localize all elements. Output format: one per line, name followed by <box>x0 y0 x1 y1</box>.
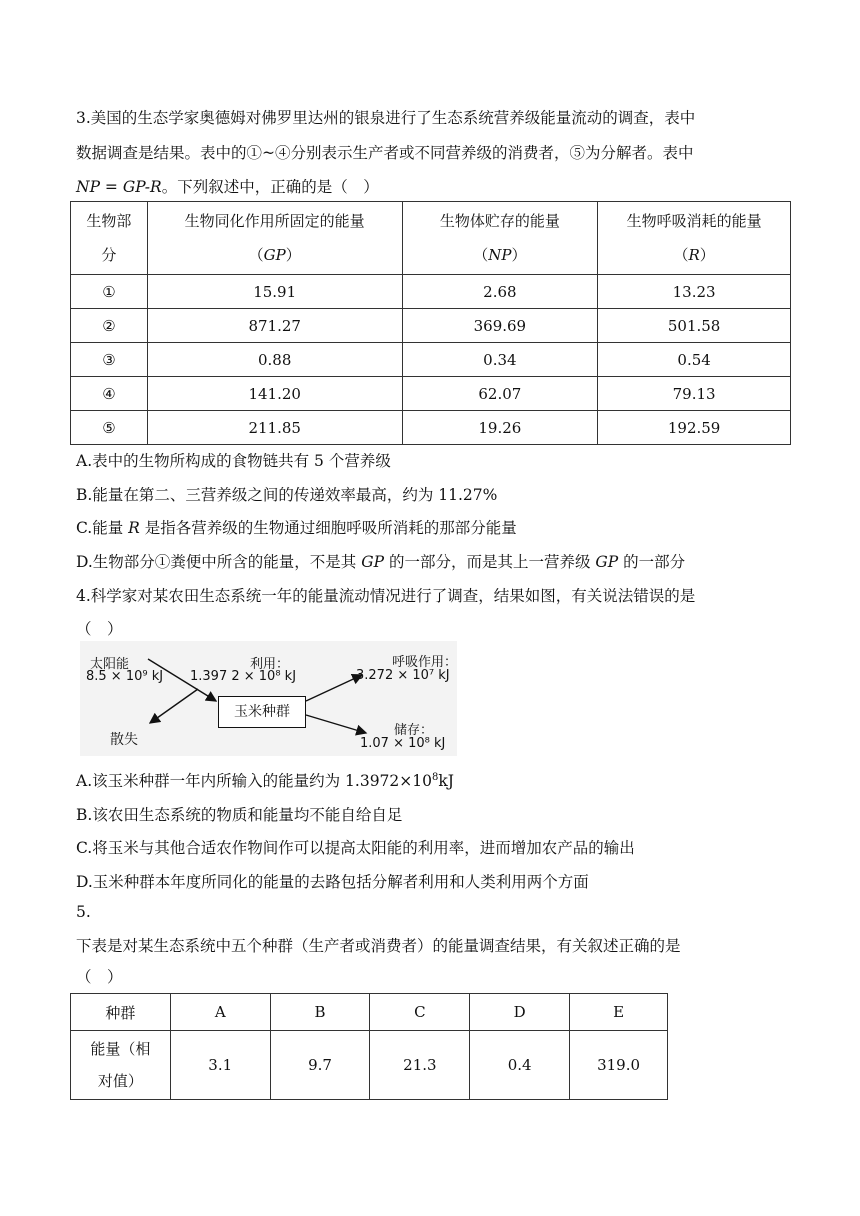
table-cell: 13.23 <box>598 275 791 309</box>
q5-population-table <box>70 993 668 1100</box>
table-cell: ⑤ <box>71 411 148 445</box>
formula-gpr: GP-R <box>122 178 162 196</box>
arrow-storage <box>306 715 366 733</box>
header-cell-gp: 生物同化作用所固定的能量 （GP） <box>147 202 402 275</box>
table-cell: ④ <box>71 377 148 411</box>
q3-stem-line-3 <box>76 175 379 197</box>
q4-option-a: A.该玉米种群一年内所输入的能量约为 $1.3972\times 10^8kJ$ <box>76 771 454 790</box>
q3-option-a: A.表中的生物所构成的食物链共有 5 个营养级 <box>76 452 391 470</box>
table-cell: ② <box>71 309 148 343</box>
q5-number: 5. <box>76 903 91 921</box>
table-cell: 79.13 <box>598 377 791 411</box>
table-cell: D <box>470 994 570 1031</box>
table-cell: 3.1 <box>170 1031 270 1100</box>
sun-label: 太阳能 <box>90 657 130 672</box>
table-row <box>71 1031 668 1100</box>
table-cell: A <box>170 994 270 1031</box>
q5-stem-line-1: 下表是对某生态系统中五个种群（生产者或消费者）的能量调查结果，有关叙述正确的是 <box>76 937 681 955</box>
table-cell: 种群 <box>71 994 171 1031</box>
table-cell: 0.34 <box>402 343 598 377</box>
q4-stem-line-2: （ ） <box>76 620 123 638</box>
table-cell: 2.68 <box>402 275 598 309</box>
storage-label: 储存： <box>394 723 434 738</box>
table-cell: 15.91 <box>147 275 402 309</box>
table-cell: ① <box>71 275 148 309</box>
table-cell: 319.0 <box>570 1031 668 1100</box>
table-cell: 211.85 <box>147 411 402 445</box>
q5-stem-line-2: （ ） <box>76 968 123 986</box>
respiration-label: 呼吸作用： <box>392 655 458 670</box>
table-row <box>71 275 791 309</box>
table-row <box>71 309 791 343</box>
table-cell: 192.59 <box>598 411 791 445</box>
arrow-loss <box>150 689 198 723</box>
table-row <box>71 411 791 445</box>
table-cell: C <box>370 994 470 1031</box>
table-cell: 0.4 <box>470 1031 570 1100</box>
q5-table-header-row <box>71 994 668 1031</box>
q4-option-d: D.玉米种群本年度所同化的能量的去路包括分解者利用和人类利用两个方面 <box>76 873 589 891</box>
table-cell: 21.3 <box>370 1031 470 1100</box>
table-cell: E <box>570 994 668 1031</box>
respiration-value: 3.272 × 10⁷ kJ <box>356 668 450 683</box>
formula-np: NP <box>76 178 100 196</box>
formula-eq: = <box>100 178 123 196</box>
q3-option-d: D.生物部分①粪便中所含的能量，不是其 GP 的一部分，而是其上一营养级 GP 的一部分 <box>76 553 686 571</box>
energy-flow-figure <box>80 641 457 756</box>
table-cell: 0.88 <box>147 343 402 377</box>
table-row <box>71 377 791 411</box>
header-cell-r: 生物呼吸消耗的能量 （R） <box>598 202 791 275</box>
table-cell: 871.27 <box>147 309 402 343</box>
corn-population-box: 玉米种群 <box>218 696 306 728</box>
table-cell: 62.07 <box>402 377 598 411</box>
table-row <box>71 343 791 377</box>
q3-table-header-row <box>71 202 791 275</box>
q3-stem-line-1: 3.美国的生态学家奥德姆对佛罗里达州的银泉进行了生态系统营养级能量流动的调查，表中 <box>76 109 696 127</box>
table-cell: B <box>270 994 370 1031</box>
table-cell: 501.58 <box>598 309 791 343</box>
arrow-respiration <box>306 675 362 701</box>
header-cell-part: 生物部 分 <box>71 202 148 275</box>
q4-option-b: B.该农田生态系统的物质和能量均不能自给自足 <box>76 806 403 824</box>
loss-label: 散失 <box>110 732 138 748</box>
q3-option-b: B.能量在第二、三营养级之间的传递效率最高，约为 11.27% <box>76 486 498 504</box>
use-value: 1.397 2 × 10⁸ kJ <box>190 669 297 684</box>
q3-stem-line-2: 数据调查是结果。表中的①~④分别表示生产者或不同营养级的消费者，⑤为分解者。表中 <box>76 144 694 162</box>
q4-stem-line-1: 4.科学家对某农田生态系统一年的能量流动情况进行了调查，结果如图，有关说法错误的是 <box>76 587 696 605</box>
q4-option-c: C.将玉米与其他合适农作物间作可以提高太阳能的利用率，进而增加农产品的输出 <box>76 839 635 857</box>
q3-option-c: C.能量 R 是指各营养级的生物通过细胞呼吸所消耗的那部分能量 <box>76 519 517 537</box>
table-cell: 19.26 <box>402 411 598 445</box>
table-cell: 369.69 <box>402 309 598 343</box>
q3-energy-table <box>70 201 791 445</box>
storage-value: 1.07 × 10⁸ kJ <box>360 736 446 751</box>
table-cell: 141.20 <box>147 377 402 411</box>
use-label: 利用： <box>250 657 290 672</box>
header-cell-np: 生物体贮存的能量 （NP） <box>402 202 598 275</box>
q3-stem-tail: 。下列叙述中，正确的是（ ） <box>161 178 379 196</box>
sun-value: 8.5 × 10⁹ kJ <box>86 669 164 684</box>
table-cell: 0.54 <box>598 343 791 377</box>
row-label-energy: 能量（相 对值） <box>71 1031 171 1100</box>
table-cell: ③ <box>71 343 148 377</box>
table-cell: 9.7 <box>270 1031 370 1100</box>
